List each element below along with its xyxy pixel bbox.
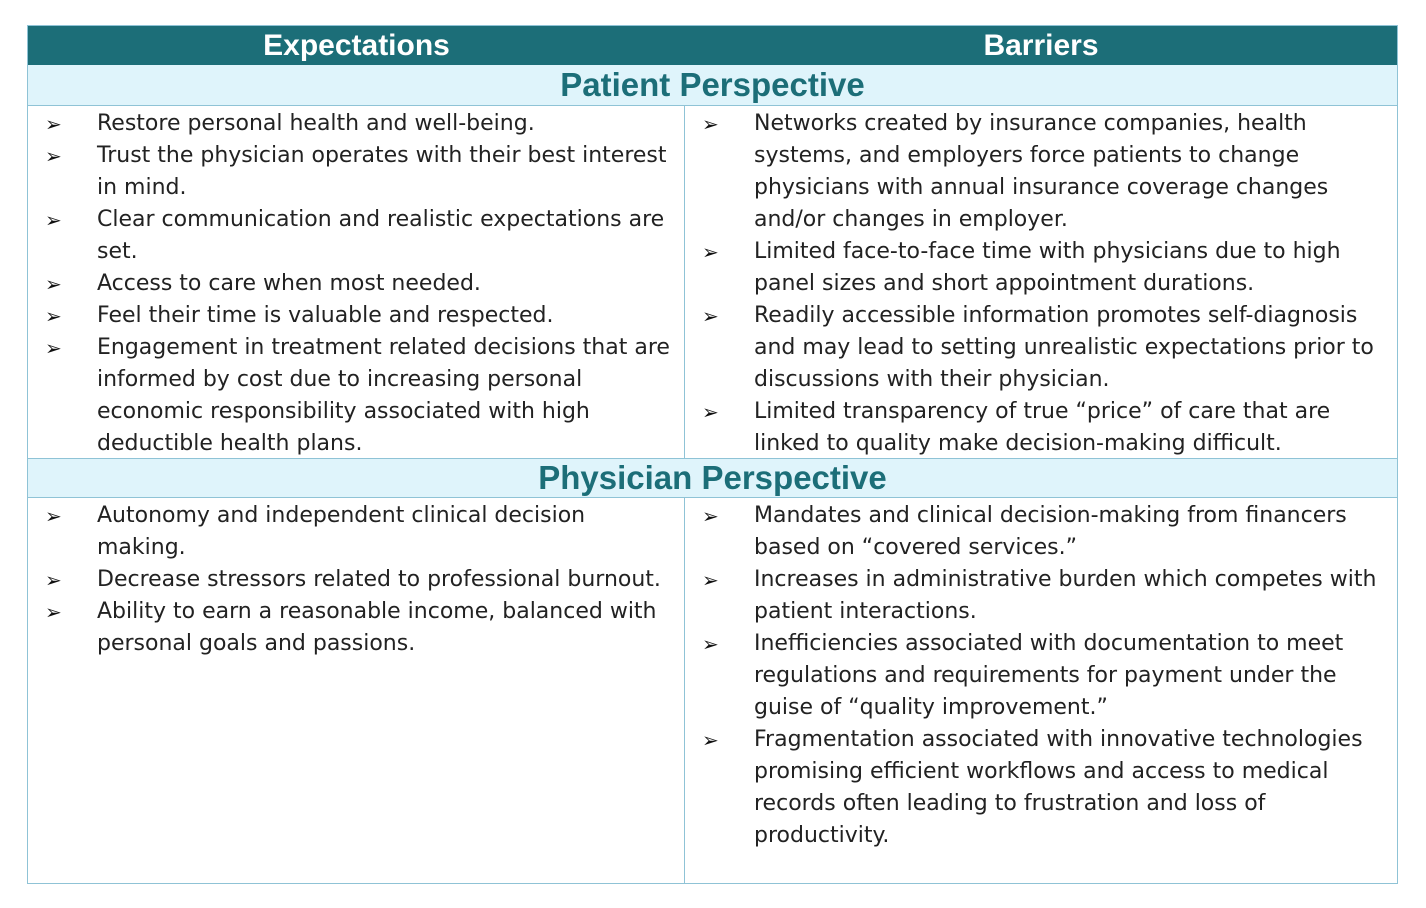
list-item: ➢ Limited transparency of true “price” of care that are linked to quality make decision-making difficult. [702,396,1383,460]
list-item: ➢ Limited face-to-face time with physicians due to high panel sizes and short appointment durations. [702,236,1383,300]
table-header-row [28,26,1397,65]
list-item: ➢ Access to care when most needed. [45,268,670,300]
patient-expectations-cell [28,106,685,458]
arrowhead-bullet-icon: ➢ [45,208,62,232]
list-item: ➢ Restore personal health and well-being. [45,108,670,140]
patient-barriers-list [702,106,1383,460]
physician-expectations-cell [28,498,685,883]
list-item: ➢ Mandates and clinical decision-making from financers based on “covered services.” [702,500,1383,564]
arrowhead-bullet-icon: ➢ [702,112,719,136]
patient-barriers-cell [685,106,1397,458]
physician-perspective-row [28,498,1397,883]
arrowhead-bullet-icon: ➢ [45,600,62,624]
arrowhead-bullet-icon: ➢ [702,728,719,752]
list-item: ➢ Feel their time is valuable and respected. [45,300,670,332]
arrowhead-bullet-icon: ➢ [45,304,62,328]
section-title-patient: Patient Perspective [28,65,1397,106]
arrowhead-bullet-icon: ➢ [702,240,719,264]
physician-barriers-list [702,498,1383,852]
list-item: ➢ Fragmentation associated with innovative technologies promising efficient workflows and access to medical records often leading to frustration and loss of productivity. [702,724,1383,852]
arrowhead-bullet-icon: ➢ [702,400,719,424]
patient-expectations-list [45,106,670,460]
list-item: ➢ Engagement in treatment related decisions that are informed by cost due to increasing personal economic responsibility associated with high deductible health plans. [45,332,670,460]
arrowhead-bullet-icon: ➢ [702,632,719,656]
physician-expectations-list [45,498,670,660]
list-item: ➢ Increases in administrative burden which competes with patient interactions. [702,564,1383,628]
header-barriers: Barriers [983,28,1099,62]
arrowhead-bullet-icon: ➢ [45,112,62,136]
header-expectations: Expectations [263,28,450,62]
expectations-barriers-table [27,25,1398,884]
arrowhead-bullet-icon: ➢ [45,144,62,168]
list-item: ➢ Readily accessible information promotes self-diagnosis and may lead to setting unrealistic expectations prior to discussions with their physician. [702,300,1383,396]
arrowhead-bullet-icon: ➢ [45,568,62,592]
patient-perspective-row [28,106,1397,458]
list-item: ➢ Decrease stressors related to professional burnout. [45,564,670,596]
arrowhead-bullet-icon: ➢ [45,336,62,360]
list-item: ➢ Trust the physician operates with their best interest in mind. [45,140,670,204]
list-item: ➢ Autonomy and independent clinical decision making. [45,500,670,564]
section-title-physician: Physician Perspective [28,458,1397,498]
arrowhead-bullet-icon: ➢ [702,304,719,328]
list-item: ➢ Inefficiencies associated with documentation to meet regulations and requirements for payment under the guise of “quality improvement.” [702,628,1383,724]
list-item: ➢ Clear communication and realistic expectations are set. [45,204,670,268]
arrowhead-bullet-icon: ➢ [45,272,62,296]
list-item: ➢ Networks created by insurance companies, health systems, and employers force patients to change physicians with annual insurance coverage changes and/or changes in employer. [702,108,1383,236]
arrowhead-bullet-icon: ➢ [702,504,719,528]
arrowhead-bullet-icon: ➢ [45,504,62,528]
list-item: ➢ Ability to earn a reasonable income, balanced with personal goals and passions. [45,596,670,660]
arrowhead-bullet-icon: ➢ [702,568,719,592]
physician-barriers-cell [685,498,1397,883]
